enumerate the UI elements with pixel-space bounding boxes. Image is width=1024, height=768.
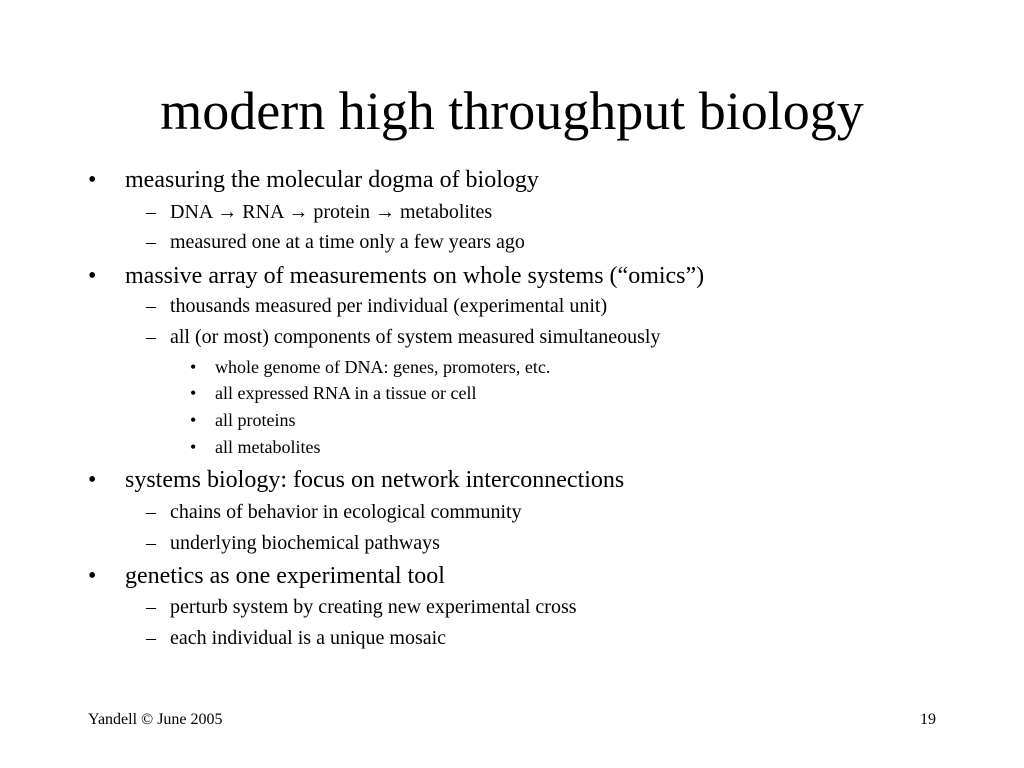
bullet-marker: • <box>190 437 197 457</box>
sub-sub-bullet-text: all expressed RNA in a tissue or cell <box>215 383 477 403</box>
bullet-marker: • <box>88 563 97 589</box>
sub-bullet-text: all (or most) components of system measured simultaneously <box>170 326 661 348</box>
dash-marker: – <box>146 501 156 523</box>
bullet-text: measuring the molecular dogma of biology <box>125 167 539 193</box>
dash-marker: – <box>146 326 156 348</box>
bullet-text: massive array of measurements on whole systems (“omics”) <box>125 263 705 289</box>
bullet-marker: • <box>190 383 197 403</box>
slide-title: modern high throughput biology <box>160 81 864 141</box>
bullet-text: genetics as one experimental tool <box>125 563 445 589</box>
sub-bullet-text: perturb system by creating new experimental cross <box>170 596 577 618</box>
dash-marker: – <box>146 201 156 223</box>
sub-sub-bullet-text: whole genome of DNA: genes, promoters, etc. <box>215 357 551 377</box>
sub-bullet-text: DNA → RNA → protein → metabolites <box>170 201 493 223</box>
sub-bullet-text: each individual is a unique mosaic <box>170 627 447 649</box>
sub-bullet-text: chains of behavior in ecological community <box>170 501 522 523</box>
sub-bullet-text: measured one at a time only a few years ago <box>170 231 525 253</box>
dash-marker: – <box>146 596 156 618</box>
bullet-marker: • <box>88 167 97 193</box>
sub-bullet-text: underlying biochemical pathways <box>170 532 440 554</box>
bullet-marker: • <box>88 263 97 289</box>
sub-sub-bullet-text: all metabolites <box>215 437 321 457</box>
dash-marker: – <box>146 532 156 554</box>
page-number: 19 <box>920 711 936 728</box>
footer-author: Yandell © June 2005 <box>88 711 223 728</box>
sub-bullet-text: thousands measured per individual (experimental unit) <box>170 295 608 317</box>
bullet-marker: • <box>190 410 197 430</box>
dash-marker: – <box>146 231 156 253</box>
bullet-text: systems biology: focus on network interconnections <box>125 467 625 493</box>
bullet-marker: • <box>88 467 97 493</box>
bullet-marker: • <box>190 357 197 377</box>
dash-marker: – <box>146 295 156 317</box>
dash-marker: – <box>146 627 156 649</box>
sub-sub-bullet-text: all proteins <box>215 410 296 430</box>
